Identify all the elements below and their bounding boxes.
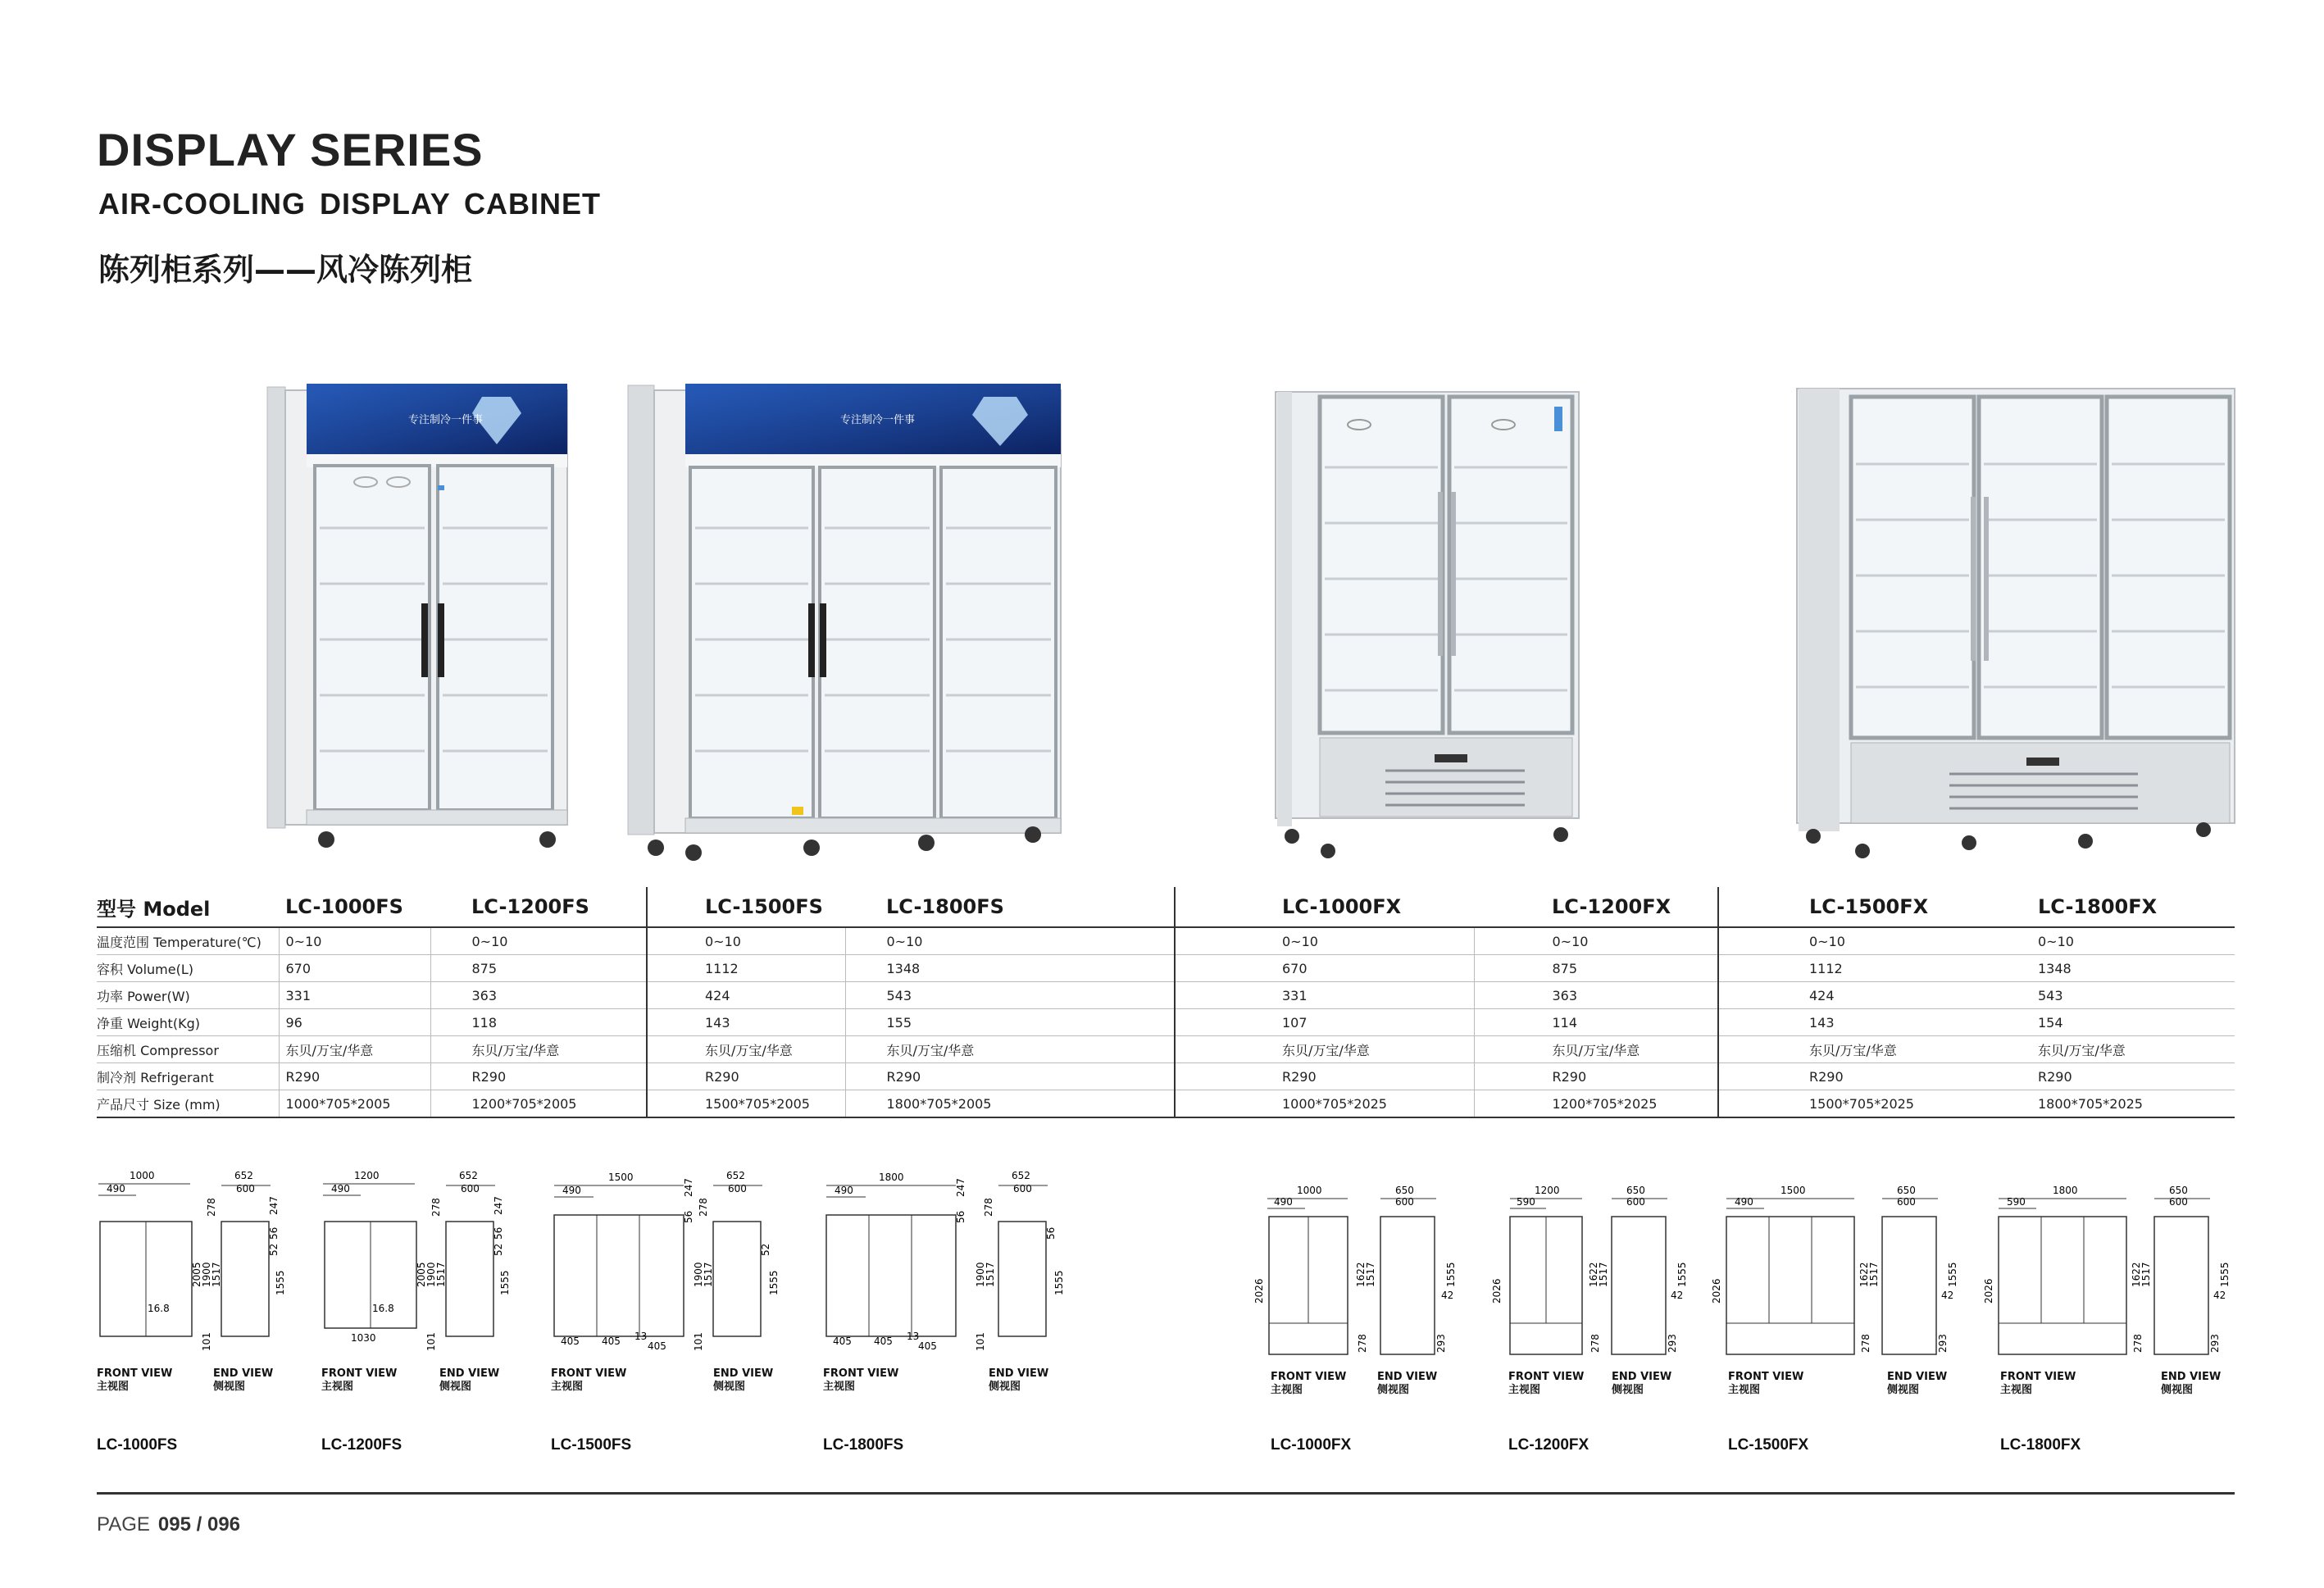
spec-value: 543 xyxy=(1997,982,2235,1009)
dim-base: 101 xyxy=(201,1332,212,1351)
end-view-caption: END VIEW 侧视图 xyxy=(1887,1371,1948,1396)
drawing-lc-1000fx xyxy=(1251,1181,1472,1361)
spec-label: 容积 Volume(L) xyxy=(97,955,279,982)
drawing-model-label: LC-1500FS xyxy=(551,1436,632,1454)
spec-value: R290 xyxy=(279,1063,430,1090)
drawing-model-label: LC-1800FS xyxy=(823,1436,904,1454)
dim-height: 2026 xyxy=(1711,1278,1722,1304)
drawing-lc-1500fs xyxy=(544,1164,798,1353)
dim-depth: 650 xyxy=(1897,1185,1916,1196)
front-view-caption: FRONT VIEW 主视图 xyxy=(1271,1371,1347,1396)
dim-h1: 1622 xyxy=(1588,1262,1599,1287)
dim-top: 247 xyxy=(955,1178,966,1197)
spec-value: 1000*705*2005 xyxy=(279,1090,430,1118)
spec-label: 净重 Weight(Kg) xyxy=(97,1009,279,1036)
page-label: PAGE xyxy=(97,1513,150,1536)
drawing-model-label: LC-1000FX xyxy=(1271,1436,1352,1454)
drawing-model-label: LC-1000FS xyxy=(97,1436,178,1454)
spec-value: 1500*705*2025 xyxy=(1718,1090,1997,1118)
dim-depth: 650 xyxy=(2169,1185,2188,1196)
product-photo-lc-1500fx xyxy=(1794,382,2236,869)
dim-base: 101 xyxy=(975,1332,986,1351)
model-name: LC-1800FS xyxy=(845,887,1175,927)
dim-left: 490 xyxy=(107,1183,125,1194)
dim-width: 1800 xyxy=(879,1172,904,1183)
dim-h1: 1622 xyxy=(1858,1262,1870,1287)
dim-base2: 293 xyxy=(1667,1334,1678,1353)
dim-side-height: 1555 xyxy=(1676,1262,1688,1287)
spec-label: 压缩机 Compressor xyxy=(97,1036,279,1063)
spec-value: 543 xyxy=(845,982,1175,1009)
spec-value: 0~10 xyxy=(1474,927,1718,955)
spec-value: 424 xyxy=(1718,982,1997,1009)
dim-side-height: 1555 xyxy=(768,1270,780,1295)
spec-value: 1348 xyxy=(845,955,1175,982)
dim-left: 590 xyxy=(1517,1196,1535,1208)
spec-value: 1500*705*2005 xyxy=(647,1090,845,1118)
model-name: LC-1500FS xyxy=(647,887,845,927)
end-view-caption: END VIEW 侧视图 xyxy=(713,1367,774,1393)
spec-value: 1200*705*2025 xyxy=(1474,1090,1718,1118)
spec-value: 143 xyxy=(647,1009,845,1036)
model-name: LC-1000FS xyxy=(279,887,430,927)
dim-small: 42 xyxy=(2213,1290,2226,1301)
dim-h2: 1517 xyxy=(2140,1262,2152,1287)
front-view-caption: FRONT VIEW 主视图 xyxy=(1508,1371,1585,1396)
model-name: LC-1200FX xyxy=(1474,887,1718,927)
end-view-caption: END VIEW 侧视图 xyxy=(989,1367,1049,1393)
banner-text: 专注制冷一件事 xyxy=(840,414,916,426)
dim-width: 1200 xyxy=(354,1170,380,1181)
dim-base2: 293 xyxy=(2209,1334,2221,1353)
dim-depth: 652 xyxy=(459,1170,478,1181)
spec-value: R290 xyxy=(647,1063,845,1090)
dim-side-height: 1555 xyxy=(499,1270,511,1295)
dim-top2: 278 xyxy=(698,1198,709,1217)
dim-small1: 56 xyxy=(493,1226,504,1240)
dim-door3: 405 xyxy=(648,1340,666,1352)
dim-left: 490 xyxy=(1735,1196,1753,1208)
model-name: LC-1800FX xyxy=(1997,887,2235,927)
dim-inner2: 1517 xyxy=(985,1262,996,1287)
end-view-caption: END VIEW 侧视图 xyxy=(213,1367,274,1393)
dim-door3: 405 xyxy=(918,1340,937,1352)
dim-height: 2026 xyxy=(1983,1278,1994,1304)
front-view-caption: FRONT VIEW 主视图 xyxy=(321,1367,398,1393)
dim-small2: 56 xyxy=(1045,1226,1057,1240)
dim-left: 590 xyxy=(2007,1196,2026,1208)
dim-base1: 278 xyxy=(1590,1334,1601,1353)
spec-row-power xyxy=(97,982,2235,1009)
drawing-lc-1000fs xyxy=(90,1164,336,1353)
spec-value: 331 xyxy=(1175,982,1474,1009)
dim-height: 2005 xyxy=(191,1262,202,1287)
dim-width: 1800 xyxy=(2053,1185,2078,1196)
front-view-caption: FRONT VIEW 主视图 xyxy=(1728,1371,1804,1396)
end-view-caption: END VIEW 侧视图 xyxy=(439,1367,500,1393)
spec-value: 0~10 xyxy=(1997,927,2235,955)
page-footer xyxy=(97,1513,240,1536)
model-header: 型号 Model xyxy=(97,887,279,927)
dim-width: 1000 xyxy=(1297,1185,1322,1196)
dim-base: 101 xyxy=(425,1332,437,1351)
spec-row-size xyxy=(97,1090,2235,1118)
dim-width: 1200 xyxy=(1535,1185,1560,1196)
spec-value: 96 xyxy=(279,1009,430,1036)
dim-door2: 405 xyxy=(602,1335,621,1347)
spec-value: 东贝/万宝/华意 xyxy=(1718,1036,1997,1063)
spec-value: 1348 xyxy=(1997,955,2235,982)
dim-door2: 405 xyxy=(874,1335,893,1347)
dim-inner-height: 1900 xyxy=(693,1262,704,1287)
spec-value: 1200*705*2005 xyxy=(430,1090,647,1118)
dim-inner2: 1517 xyxy=(703,1262,714,1287)
dim-depth: 652 xyxy=(726,1170,745,1181)
dim-base1: 278 xyxy=(1357,1334,1368,1353)
dim-depth-inner: 600 xyxy=(1897,1196,1916,1208)
spec-value: 东贝/万宝/华意 xyxy=(430,1036,647,1063)
spec-value: R290 xyxy=(1718,1063,1997,1090)
spec-value: 东贝/万宝/华意 xyxy=(1175,1036,1474,1063)
spec-value: 东贝/万宝/华意 xyxy=(845,1036,1175,1063)
dim-small1: 56 xyxy=(955,1210,966,1223)
spec-value: 0~10 xyxy=(647,927,845,955)
spec-row-volume xyxy=(97,955,2235,982)
dim-top: 247 xyxy=(683,1178,694,1197)
spec-value: 114 xyxy=(1474,1009,1718,1036)
dim-depth-inner: 600 xyxy=(1013,1183,1032,1194)
dim-side-height: 1555 xyxy=(2219,1262,2231,1287)
dim-top: 247 xyxy=(268,1196,280,1215)
spec-value: 670 xyxy=(279,955,430,982)
spec-label: 产品尺寸 Size (mm) xyxy=(97,1090,279,1118)
drawing-lc-1200fs xyxy=(315,1164,544,1353)
dim-small: 42 xyxy=(1941,1290,1954,1301)
spec-value: 1112 xyxy=(647,955,845,982)
dim-left: 490 xyxy=(331,1183,350,1194)
dim-small: 42 xyxy=(1671,1290,1684,1301)
dim-depth-inner: 600 xyxy=(236,1183,255,1194)
spec-value: 143 xyxy=(1718,1009,1997,1036)
dim-top2: 278 xyxy=(430,1198,442,1217)
dim-inner-height: 1900 xyxy=(425,1262,437,1287)
dim-depth: 652 xyxy=(234,1170,253,1181)
drawing-model-label: LC-1800FX xyxy=(2000,1436,2081,1454)
drawing-model-label: LC-1500FX xyxy=(1728,1436,1809,1454)
dim-top: 247 xyxy=(493,1196,504,1215)
spec-value: R290 xyxy=(1175,1063,1474,1090)
page-title-chinese: 陈列柜系列——风冷陈列柜 xyxy=(98,252,473,288)
dim-width: 1500 xyxy=(1781,1185,1806,1196)
spec-value: 0~10 xyxy=(1718,927,1997,955)
spec-value: 1800*705*2025 xyxy=(1997,1090,2235,1118)
dim-side-height: 1555 xyxy=(275,1270,286,1295)
spec-value: R290 xyxy=(845,1063,1175,1090)
product-photo-lc-1000fx xyxy=(1271,385,1582,869)
spec-header-row xyxy=(97,887,2235,927)
dim-inner-height: 1900 xyxy=(201,1262,212,1287)
spec-value: 875 xyxy=(1474,955,1718,982)
dim-small1: 56 xyxy=(683,1210,694,1223)
dim-gap: 13 xyxy=(634,1331,648,1342)
model-name: LC-1000FX xyxy=(1175,887,1474,927)
page-subtitle: AIR-COOLING DISPLAY CABINET xyxy=(98,187,602,221)
dim-depth: 650 xyxy=(1395,1185,1414,1196)
dim-width: 1000 xyxy=(130,1170,155,1181)
spec-value: 东贝/万宝/华意 xyxy=(1474,1036,1718,1063)
dim-inner2: 1517 xyxy=(211,1262,222,1287)
spec-value: 875 xyxy=(430,955,647,982)
end-view-caption: END VIEW 侧视图 xyxy=(1612,1371,1672,1396)
dim-base: 101 xyxy=(693,1332,704,1351)
spec-value: 154 xyxy=(1997,1009,2235,1036)
dim-top2: 278 xyxy=(206,1198,217,1217)
dim-depth: 650 xyxy=(1626,1185,1645,1196)
spec-value: 东贝/万宝/华意 xyxy=(279,1036,430,1063)
page-number: 095 / 096 xyxy=(157,1513,241,1536)
spec-row-compressor xyxy=(97,1036,2235,1063)
spec-value: 1800*705*2005 xyxy=(845,1090,1175,1118)
spec-label: 温度范围 Temperature(℃) xyxy=(97,927,279,955)
dim-left: 490 xyxy=(1274,1196,1293,1208)
dim-width: 1500 xyxy=(608,1172,634,1183)
spec-value: 118 xyxy=(430,1009,647,1036)
spec-row-temperature xyxy=(97,927,2235,955)
dim-handle: 16.8 xyxy=(372,1303,394,1314)
front-view-caption: FRONT VIEW 主视图 xyxy=(823,1367,899,1393)
dim-gap: 13 xyxy=(907,1331,920,1342)
spec-value: 0~10 xyxy=(1175,927,1474,955)
dim-depth-inner: 600 xyxy=(1395,1196,1414,1208)
dim-small1: 56 xyxy=(268,1226,280,1240)
model-name: LC-1500FX xyxy=(1718,887,1997,927)
banner-text: 专注制冷一件事 xyxy=(408,414,484,426)
dim-handle: 16.8 xyxy=(148,1303,170,1314)
front-view-caption: FRONT VIEW 主视图 xyxy=(551,1367,627,1393)
dim-h1: 1622 xyxy=(2131,1262,2142,1287)
spec-value: 1112 xyxy=(1718,955,1997,982)
dim-depth-inner: 600 xyxy=(1626,1196,1645,1208)
end-view-caption: END VIEW 侧视图 xyxy=(2161,1371,2222,1396)
drawing-model-label: LC-1200FS xyxy=(321,1436,402,1454)
dim-door1: 405 xyxy=(561,1335,580,1347)
dim-h2: 1517 xyxy=(1598,1262,1609,1287)
dim-inner-height: 1900 xyxy=(975,1262,986,1287)
spec-value: 424 xyxy=(647,982,845,1009)
spec-value: 670 xyxy=(1175,955,1474,982)
footer-divider xyxy=(97,1492,2235,1495)
dim-side-height: 1555 xyxy=(1053,1270,1065,1295)
dim-door1: 405 xyxy=(833,1335,852,1347)
spec-value: 0~10 xyxy=(430,927,647,955)
spec-value: 0~10 xyxy=(845,927,1175,955)
product-photo-lc-1000fs xyxy=(261,380,572,856)
dim-height: 2005 xyxy=(416,1262,427,1287)
dim-inner2: 1517 xyxy=(435,1262,447,1287)
dim-depth-inner: 600 xyxy=(461,1183,480,1194)
spec-value: 363 xyxy=(430,982,647,1009)
dim-height: 2026 xyxy=(1253,1278,1265,1304)
dim-small2: 52 xyxy=(760,1243,771,1256)
dim-top2: 278 xyxy=(983,1198,994,1217)
drawing-model-label: LC-1200FX xyxy=(1508,1436,1590,1454)
spec-row-refrigerant xyxy=(97,1063,2235,1090)
spec-value: R290 xyxy=(1997,1063,2235,1090)
spec-value: 1000*705*2025 xyxy=(1175,1090,1474,1118)
dim-base2: 293 xyxy=(1937,1334,1949,1353)
spec-value: 东贝/万宝/华意 xyxy=(1997,1036,2235,1063)
spec-value: 155 xyxy=(845,1009,1175,1036)
dim-base1: 278 xyxy=(2132,1334,2144,1353)
dim-small2: 52 xyxy=(493,1243,504,1256)
spec-row-weight xyxy=(97,1009,2235,1036)
dim-side-height: 1555 xyxy=(1445,1262,1457,1287)
page-title: DISPLAY SERIES xyxy=(97,124,484,175)
dim-depth-inner: 600 xyxy=(728,1183,747,1194)
dim-bottom-width: 1030 xyxy=(351,1332,376,1344)
drawing-lc-1500fx xyxy=(1710,1181,1964,1361)
drawing-lc-1800fx xyxy=(1982,1181,2236,1361)
spec-value: 363 xyxy=(1474,982,1718,1009)
dim-h1: 1622 xyxy=(1355,1262,1367,1287)
dim-base1: 278 xyxy=(1860,1334,1871,1353)
spec-value: 107 xyxy=(1175,1009,1474,1036)
dim-small2: 52 xyxy=(268,1243,280,1256)
spec-label: 制冷剂 Refrigerant xyxy=(97,1063,279,1090)
dim-height: 2026 xyxy=(1491,1278,1503,1304)
spec-table xyxy=(97,887,2235,1118)
product-photo-lc-1500fs xyxy=(623,380,1066,864)
dim-h2: 1517 xyxy=(1365,1262,1376,1287)
spec-value: 东贝/万宝/华意 xyxy=(647,1036,845,1063)
model-name: LC-1200FS xyxy=(430,887,647,927)
dim-depth: 652 xyxy=(1012,1170,1030,1181)
front-view-caption: FRONT VIEW 主视图 xyxy=(97,1367,173,1393)
drawing-lc-1800fs xyxy=(816,1164,1079,1353)
dim-side-height: 1555 xyxy=(1947,1262,1958,1287)
spec-value: R290 xyxy=(1474,1063,1718,1090)
spec-value: 0~10 xyxy=(279,927,430,955)
dim-h2: 1517 xyxy=(1868,1262,1880,1287)
spec-value: R290 xyxy=(430,1063,647,1090)
front-view-caption: FRONT VIEW 主视图 xyxy=(2000,1371,2076,1396)
spec-label: 功率 Power(W) xyxy=(97,982,279,1009)
spec-value: 331 xyxy=(279,982,430,1009)
end-view-caption: END VIEW 侧视图 xyxy=(1377,1371,1438,1396)
drawing-lc-1200fx xyxy=(1489,1181,1702,1361)
dim-small: 42 xyxy=(1441,1290,1454,1301)
dim-depth-inner: 600 xyxy=(2169,1196,2188,1208)
dim-left: 490 xyxy=(562,1185,581,1196)
dim-base2: 293 xyxy=(1435,1334,1447,1353)
dim-left: 490 xyxy=(835,1185,853,1196)
